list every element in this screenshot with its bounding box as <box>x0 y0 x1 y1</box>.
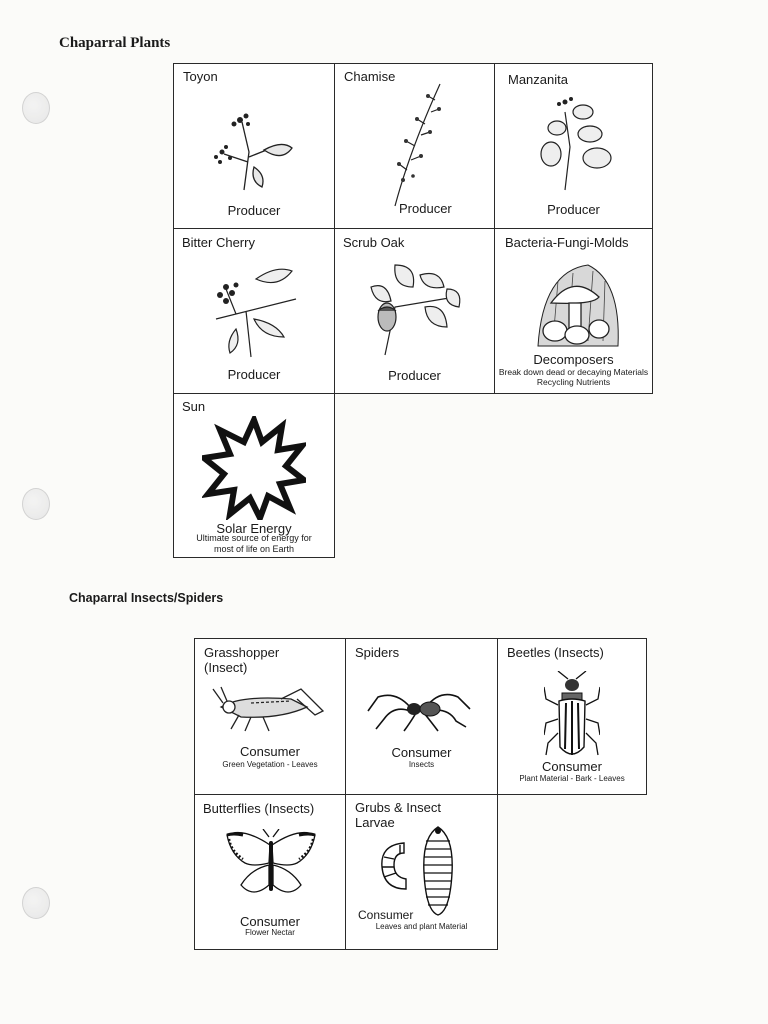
card-scrub-oak <box>334 228 495 394</box>
card-beetles <box>497 638 647 795</box>
card-name: Spiders <box>355 645 400 660</box>
mushroom-icon <box>533 261 623 351</box>
card-role: Producer <box>547 202 600 217</box>
butterfly-icon <box>223 829 319 903</box>
chamise-plant-icon <box>385 80 450 208</box>
scrub-oak-plant-icon <box>365 257 470 357</box>
grub-larvae-icon <box>376 823 466 917</box>
bitter-cherry-plant-icon <box>206 259 301 359</box>
card-bacteria-fungi-molds <box>494 228 653 394</box>
card-description: Insects <box>408 760 435 769</box>
card-name: Grubs & Insect <box>355 800 441 815</box>
card-name: Larvae <box>355 815 395 830</box>
card-role: Consumer <box>358 908 414 922</box>
binder-hole <box>22 488 50 520</box>
card-sun <box>173 393 335 558</box>
card-description: Plant Material - Bark - Leaves <box>519 774 625 783</box>
card-description: Leaves and plant Material <box>375 922 468 931</box>
card-description: Ultimate source of energy for <box>196 533 312 543</box>
spider-icon <box>366 687 478 733</box>
card-name: Sun <box>182 399 206 414</box>
card-name: Scrub Oak <box>343 235 405 250</box>
card-role: Producer <box>388 368 441 383</box>
card-description: Break down dead or decaying Materials <box>498 367 649 377</box>
card-name: Butterflies (Insects) <box>203 801 315 816</box>
card-role: Solar Energy <box>216 521 292 536</box>
card-role: Producer <box>227 203 281 218</box>
card-role: Producer <box>227 367 281 382</box>
card-role: Consumer <box>391 745 452 760</box>
card-name: Bitter Cherry <box>182 235 255 250</box>
card-name: Beetles (Insects) <box>507 645 604 660</box>
card-name: Manzanita <box>508 72 568 87</box>
card-role: Consumer <box>542 759 602 774</box>
card-manzanita <box>494 63 653 229</box>
card-bitter-cherry <box>173 228 335 394</box>
card-role: Producer <box>399 201 452 216</box>
card-name: Toyon <box>183 69 218 84</box>
plants-section-title: Chaparral Plants <box>59 35 171 51</box>
card-grasshopper <box>194 638 346 795</box>
card-toyon <box>173 63 335 229</box>
grasshopper-icon <box>211 685 331 735</box>
card-role: Consumer <box>240 914 300 929</box>
card-grubs-larvae <box>345 794 498 950</box>
card-chamise <box>334 63 495 229</box>
binder-hole <box>22 92 50 124</box>
card-role: Consumer <box>240 744 300 759</box>
card-description: Flower Nectar <box>245 928 295 937</box>
insects-section-title: Chaparral Insects/Spiders <box>69 591 224 605</box>
beetle-icon <box>544 671 600 761</box>
card-description: most of life on Earth <box>213 544 295 554</box>
card-name: (Insect) <box>204 660 248 675</box>
card-role: Decomposers <box>533 352 614 367</box>
sun-icon <box>202 416 306 520</box>
manzanita-plant-icon <box>535 92 620 192</box>
binder-hole <box>22 887 50 919</box>
card-description: Green Vegetation - Leaves <box>222 760 318 769</box>
card-description: Recycling Nutrients <box>536 377 611 387</box>
card-name: Bacteria-Fungi-Molds <box>505 235 629 250</box>
card-name: Grasshopper <box>204 645 280 660</box>
card-butterflies <box>194 794 346 950</box>
card-name: Chamise <box>344 69 396 84</box>
card-spiders <box>345 638 498 795</box>
toyon-plant-icon <box>204 102 299 192</box>
